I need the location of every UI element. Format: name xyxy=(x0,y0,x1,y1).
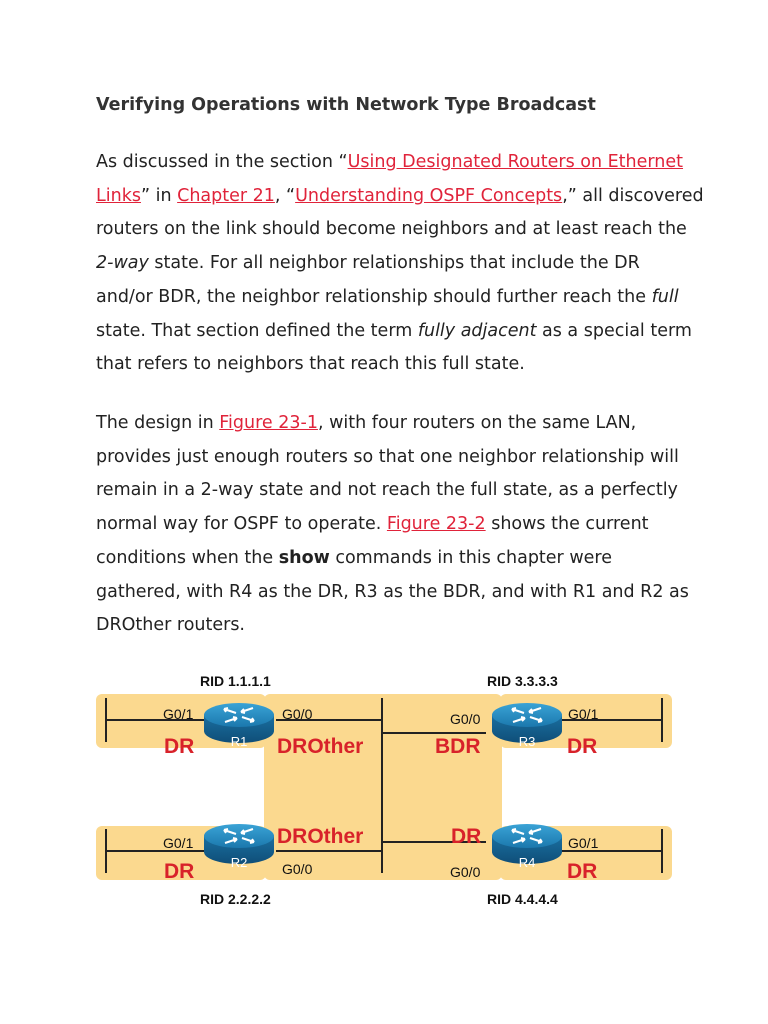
p1-line-3: routers on the link should become neighbors and at least reach the xyxy=(96,219,687,240)
link-figure-23-2[interactable]: Figure 23-2 xyxy=(386,514,486,535)
emphasis: fully adjacent xyxy=(417,320,537,341)
text: as a special term xyxy=(536,320,692,341)
p2-line-4 xyxy=(96,508,686,542)
emphasis: 2-way xyxy=(96,253,149,274)
p1-line-6 xyxy=(96,315,692,349)
r4-name: R4 xyxy=(518,855,536,870)
link-figure-23-1[interactable]: Figure 23-1 xyxy=(219,413,318,433)
paragraph-1 xyxy=(96,146,704,382)
text: state. That section defined the term xyxy=(96,320,418,341)
r4-role-dr: DR xyxy=(567,860,598,883)
text: ” in xyxy=(140,185,178,206)
p2-line-2: provides just enough routers so that one neighbor relationship will xyxy=(96,446,679,467)
p1-line-1 xyxy=(96,146,686,180)
bold-text: show xyxy=(278,547,330,568)
link-designated-routers[interactable]: Using Designated Routers on Ethernet xyxy=(347,152,684,172)
r2-name: R2 xyxy=(230,855,248,870)
r2-role-dr: DR xyxy=(164,860,195,883)
r1-role-dr: DR xyxy=(164,735,195,758)
p2-line-6: gathered, with R4 as the DR, R3 as the BDR, and with R1 and R2 as xyxy=(96,581,689,602)
paragraph-2 xyxy=(96,407,689,643)
r3-port-g0-1: G0/1 xyxy=(568,706,599,722)
p1-line-4 xyxy=(96,247,686,281)
p2-line-5 xyxy=(96,542,686,576)
text: , with four routers on the same LAN, xyxy=(317,413,637,433)
r1-rid: RID 1.1.1.1 xyxy=(200,673,271,689)
p2-line-7: DROther routers. xyxy=(96,615,245,636)
r4-role-dr-lan: DR xyxy=(451,825,482,848)
emphasis: full xyxy=(651,286,679,307)
text: The design in xyxy=(96,413,220,433)
r1-role-drother: DROther xyxy=(277,735,364,758)
r4-rid: RID 4.4.4.4 xyxy=(487,891,558,907)
text: , “ xyxy=(274,185,296,206)
text: conditions when the xyxy=(96,547,279,568)
text: normal way for OSPF to operate. xyxy=(96,514,387,535)
link-designated-routers-cont[interactable]: Links xyxy=(96,185,141,206)
r3-rid: RID 3.3.3.3 xyxy=(487,673,558,689)
p1-line-7: that refers to neighbors that reach this full state. xyxy=(96,354,525,375)
text: shows the current xyxy=(485,514,649,535)
r1-port-g0-0: G0/0 xyxy=(282,706,313,722)
link-chapter-21[interactable]: Chapter 21 xyxy=(177,185,275,206)
r2-port-g0-1: G0/1 xyxy=(163,835,194,851)
r1-port-g0-1: G0/1 xyxy=(163,706,194,722)
r1-name: R1 xyxy=(230,734,248,749)
ospf-network-diagram xyxy=(96,668,672,913)
r2-rid: RID 2.2.2.2 xyxy=(200,891,271,907)
r4-port-g0-1: G0/1 xyxy=(568,835,599,851)
text: state. For all neighbor relationships that include the DR xyxy=(148,253,640,274)
p1-line-5 xyxy=(96,281,686,315)
r2-port-g0-0: G0/0 xyxy=(282,861,313,877)
text: commands in this chapter were xyxy=(329,547,612,568)
r4-port-g0-0: G0/0 xyxy=(450,864,481,880)
link-ospf-concepts[interactable]: Understanding OSPF Concepts xyxy=(295,185,563,206)
p2-line-3: remain in a 2-way state and not reach the full state, as a perfectly xyxy=(96,480,678,501)
r3-role-bdr: BDR xyxy=(435,735,481,758)
section-heading: Verifying Operations with Network Type Broadcast xyxy=(96,95,596,115)
r2-role-drother: DROther xyxy=(277,825,364,848)
text: As discussed in the section “ xyxy=(96,152,348,172)
r3-port-g0-0: G0/0 xyxy=(450,711,481,727)
text: and/or BDR, the neighbor relationship should further reach the xyxy=(96,286,652,307)
r3-role-dr: DR xyxy=(567,735,598,758)
p1-line-2 xyxy=(96,180,704,214)
r3-name: R3 xyxy=(518,734,536,749)
text: ,” all discovered xyxy=(562,185,704,206)
p2-line-1 xyxy=(96,407,686,441)
